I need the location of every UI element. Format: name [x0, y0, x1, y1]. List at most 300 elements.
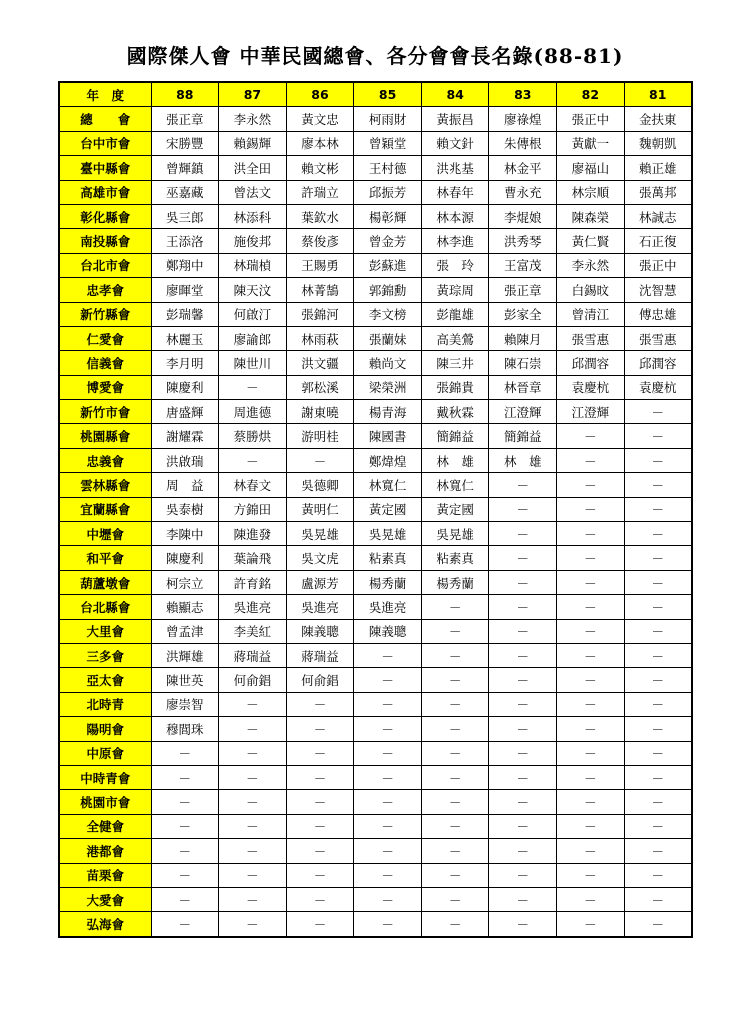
president-name-cell: 王添洛 [151, 229, 219, 253]
president-name-cell: 曾孟津 [151, 619, 219, 643]
president-name-cell: － [489, 765, 557, 789]
president-name-cell: 李永然 [219, 107, 287, 131]
president-name-cell: 傅忠雄 [624, 302, 692, 326]
president-name-cell: － [286, 741, 354, 765]
president-name-cell: － [286, 692, 354, 716]
president-name-cell: － [557, 839, 625, 863]
table-row [59, 692, 692, 716]
president-name-cell: － [624, 668, 692, 692]
president-name-cell: － [219, 448, 287, 472]
president-name-cell: 曾穎堂 [354, 131, 422, 155]
table-row [59, 497, 692, 521]
roster-body [59, 82, 692, 937]
club-name: 博愛會 [59, 375, 151, 399]
president-name-cell: － [151, 814, 219, 838]
president-name-cell: 廖諭郎 [219, 326, 287, 350]
president-name-cell: － [624, 790, 692, 814]
president-name-cell: － [354, 765, 422, 789]
president-name-cell: － [421, 887, 489, 911]
president-name-cell: － [354, 839, 422, 863]
president-name-cell: 謝耀霖 [151, 424, 219, 448]
president-name-cell: 張蘭妹 [354, 326, 422, 350]
president-name-cell: － [624, 839, 692, 863]
president-name-cell: － [557, 522, 625, 546]
president-name-cell: － [219, 375, 287, 399]
president-name-cell: 粘素真 [354, 546, 422, 570]
president-name-cell: 邱潤容 [624, 351, 692, 375]
year-header: 86 [286, 82, 354, 107]
president-name-cell: 魏朝凱 [624, 131, 692, 155]
president-name-cell: － [489, 595, 557, 619]
president-name-cell: － [624, 912, 692, 937]
president-name-cell: 洪啟瑞 [151, 448, 219, 472]
president-name-cell: － [421, 692, 489, 716]
club-name: 苗栗會 [59, 863, 151, 887]
president-name-cell: － [354, 741, 422, 765]
president-name-cell: － [354, 790, 422, 814]
president-name-cell: － [557, 790, 625, 814]
club-name: 總 會 [59, 107, 151, 131]
president-name-cell: 林春文 [219, 473, 287, 497]
president-name-cell: 吳德卿 [286, 473, 354, 497]
president-name-cell: － [219, 765, 287, 789]
president-name-cell: － [624, 765, 692, 789]
president-name-cell: 李陳中 [151, 522, 219, 546]
president-name-cell: 江澄輝 [489, 400, 557, 424]
president-name-cell: 洪全田 [219, 156, 287, 180]
president-name-cell: 李月明 [151, 351, 219, 375]
president-name-cell: 林寬仁 [421, 473, 489, 497]
president-name-cell: 吳三郎 [151, 204, 219, 228]
president-name-cell: － [354, 717, 422, 741]
president-name-cell: － [557, 643, 625, 667]
president-name-cell: 陳國書 [354, 424, 422, 448]
president-name-cell: － [151, 839, 219, 863]
table-row [59, 668, 692, 692]
president-name-cell: － [286, 717, 354, 741]
president-name-cell: － [557, 668, 625, 692]
president-name-cell: 朱傳根 [489, 131, 557, 155]
president-name-cell: 吳晃雄 [286, 522, 354, 546]
president-name-cell: － [557, 497, 625, 521]
president-name-cell: 賴文彬 [286, 156, 354, 180]
president-name-cell: 游明桂 [286, 424, 354, 448]
president-name-cell: 陳三井 [421, 351, 489, 375]
club-name: 葫蘆墩會 [59, 570, 151, 594]
president-name-cell: － [624, 643, 692, 667]
president-name-cell: 鄭翔中 [151, 253, 219, 277]
president-name-cell: 曾法文 [219, 180, 287, 204]
president-name-cell: 廖暉堂 [151, 278, 219, 302]
table-row [59, 204, 692, 228]
club-name: 新竹縣會 [59, 302, 151, 326]
president-name-cell: 曾清江 [557, 302, 625, 326]
president-name-cell: 黃定國 [421, 497, 489, 521]
year-header: 84 [421, 82, 489, 107]
club-name: 和平會 [59, 546, 151, 570]
president-name-cell: 蔣瑞益 [286, 643, 354, 667]
president-name-cell: － [557, 912, 625, 937]
president-name-cell: 陳慶利 [151, 546, 219, 570]
table-row [59, 131, 692, 155]
president-name-cell: － [286, 887, 354, 911]
club-name: 大里會 [59, 619, 151, 643]
president-name-cell: － [286, 912, 354, 937]
president-name-cell: 張萬邦 [624, 180, 692, 204]
president-name-cell: － [489, 717, 557, 741]
president-name-cell: － [557, 570, 625, 594]
table-row [59, 863, 692, 887]
president-name-cell: － [624, 595, 692, 619]
president-name-cell: 彭家全 [489, 302, 557, 326]
president-name-cell: 蔡俊彥 [286, 229, 354, 253]
president-name-cell: － [354, 863, 422, 887]
president-name-cell: － [624, 570, 692, 594]
president-name-cell: 宋勝豐 [151, 131, 219, 155]
president-name-cell: － [286, 814, 354, 838]
president-name-cell: 林誠志 [624, 204, 692, 228]
table-row [59, 790, 692, 814]
club-name: 桃園縣會 [59, 424, 151, 448]
president-name-cell: 洪秀琴 [489, 229, 557, 253]
president-name-cell: － [421, 741, 489, 765]
president-name-cell: － [286, 839, 354, 863]
president-name-cell: － [624, 692, 692, 716]
president-name-cell: － [219, 839, 287, 863]
president-name-cell: 吳進亮 [219, 595, 287, 619]
president-name-cell: － [421, 595, 489, 619]
president-name-cell: － [557, 619, 625, 643]
president-name-cell: 唐盛輝 [151, 400, 219, 424]
president-name-cell: － [624, 741, 692, 765]
table-row [59, 253, 692, 277]
president-name-cell: 鄭煒煌 [354, 448, 422, 472]
president-name-cell: － [421, 619, 489, 643]
president-name-cell: － [219, 912, 287, 937]
president-name-cell: 楊秀蘭 [354, 570, 422, 594]
president-name-cell: － [286, 790, 354, 814]
president-name-cell: 林晉章 [489, 375, 557, 399]
president-name-cell: － [286, 765, 354, 789]
president-name-cell: 黃定國 [354, 497, 422, 521]
president-name-cell: － [557, 424, 625, 448]
president-name-cell: 張雪惠 [557, 326, 625, 350]
president-name-cell: － [557, 887, 625, 911]
president-name-cell: － [286, 448, 354, 472]
president-name-cell: 張正章 [489, 278, 557, 302]
president-name-cell: 陳石崇 [489, 351, 557, 375]
president-name-cell: － [421, 668, 489, 692]
president-name-cell: 張雪惠 [624, 326, 692, 350]
president-name-cell: － [151, 912, 219, 937]
club-name: 北時青 [59, 692, 151, 716]
president-name-cell: － [354, 814, 422, 838]
president-name-cell: 王富茂 [489, 253, 557, 277]
president-name-cell: 黃琮周 [421, 278, 489, 302]
president-name-cell: 黃文忠 [286, 107, 354, 131]
club-name: 桃園市會 [59, 790, 151, 814]
president-name-cell: 粘素真 [421, 546, 489, 570]
president-name-cell: － [489, 497, 557, 521]
president-name-cell: － [489, 570, 557, 594]
president-name-cell: 林雨萩 [286, 326, 354, 350]
table-row [59, 595, 692, 619]
club-name: 弘海會 [59, 912, 151, 937]
president-name-cell: － [421, 839, 489, 863]
president-name-cell: 賴尚文 [354, 351, 422, 375]
president-name-cell: 王村德 [354, 156, 422, 180]
president-name-cell: 吳晃雄 [354, 522, 422, 546]
president-name-cell: － [219, 887, 287, 911]
president-name-cell: － [489, 741, 557, 765]
president-name-cell: － [489, 790, 557, 814]
president-name-cell: － [219, 692, 287, 716]
president-name-cell: 廖本林 [286, 131, 354, 155]
president-name-cell: － [489, 863, 557, 887]
president-name-cell: 郭錦勳 [354, 278, 422, 302]
year-header: 83 [489, 82, 557, 107]
president-name-cell: 沈智慧 [624, 278, 692, 302]
club-name: 中時青會 [59, 765, 151, 789]
president-name-cell: 林麗玉 [151, 326, 219, 350]
club-name: 新竹市會 [59, 400, 151, 424]
president-name-cell: 林李進 [421, 229, 489, 253]
president-name-cell: － [151, 887, 219, 911]
president-name-cell: 賴文針 [421, 131, 489, 155]
president-name-cell: 簡錦益 [489, 424, 557, 448]
president-name-cell: 楊青海 [354, 400, 422, 424]
president-name-cell: 謝東曉 [286, 400, 354, 424]
president-name-cell: 洪文疆 [286, 351, 354, 375]
president-name-cell: 陳義聰 [286, 619, 354, 643]
president-name-cell: 吳泰樹 [151, 497, 219, 521]
president-name-cell: － [354, 692, 422, 716]
president-name-cell: － [219, 790, 287, 814]
president-name-cell: 周 益 [151, 473, 219, 497]
table-row [59, 814, 692, 838]
table-row [59, 619, 692, 643]
president-name-cell: － [489, 522, 557, 546]
president-name-cell: － [489, 887, 557, 911]
president-name-cell: 彭龍雄 [421, 302, 489, 326]
president-name-cell: 柯雨財 [354, 107, 422, 131]
president-name-cell: － [624, 814, 692, 838]
president-name-cell: 賴顯志 [151, 595, 219, 619]
president-name-cell: 楊彰輝 [354, 204, 422, 228]
president-name-cell: 張正中 [557, 107, 625, 131]
president-name-cell: 賴正雄 [624, 156, 692, 180]
president-name-cell: 曾輝鎮 [151, 156, 219, 180]
president-name-cell: － [151, 863, 219, 887]
president-name-cell: 張錦貴 [421, 375, 489, 399]
table-row [59, 448, 692, 472]
president-name-cell: － [489, 814, 557, 838]
president-name-cell: 陳天汶 [219, 278, 287, 302]
president-name-cell: 賴錫輝 [219, 131, 287, 155]
president-name-cell: － [489, 619, 557, 643]
president-name-cell: 柯宗立 [151, 570, 219, 594]
table-row [59, 107, 692, 131]
club-name: 彰化縣會 [59, 204, 151, 228]
table-row [59, 839, 692, 863]
club-name: 中原會 [59, 741, 151, 765]
year-header: 85 [354, 82, 422, 107]
president-name-cell: － [624, 424, 692, 448]
president-name-cell: 林本源 [421, 204, 489, 228]
president-name-cell: 吳進亮 [354, 595, 422, 619]
table-row [59, 741, 692, 765]
president-name-cell: － [624, 619, 692, 643]
president-name-cell: 簡錦益 [421, 424, 489, 448]
year-header: 81 [624, 82, 692, 107]
president-name-cell: － [354, 912, 422, 937]
president-name-cell: 彭瑞馨 [151, 302, 219, 326]
president-name-cell: 廖崇智 [151, 692, 219, 716]
page-title: 國際傑人會 中華民國總會、各分會會長名錄(88-81) [126, 44, 624, 68]
table-row [59, 180, 692, 204]
president-name-cell: 林 雄 [421, 448, 489, 472]
club-name: 全健會 [59, 814, 151, 838]
president-name-cell: 林金平 [489, 156, 557, 180]
president-name-cell: 許瑞立 [286, 180, 354, 204]
president-name-cell: 王賜勇 [286, 253, 354, 277]
president-name-cell: 施俊邦 [219, 229, 287, 253]
president-name-cell: － [421, 717, 489, 741]
president-name-cell: － [557, 473, 625, 497]
table-row [59, 887, 692, 911]
president-name-cell: 邱潤容 [557, 351, 625, 375]
club-name: 臺中縣會 [59, 156, 151, 180]
club-name: 信義會 [59, 351, 151, 375]
club-name: 亞太會 [59, 668, 151, 692]
president-name-cell: － [557, 692, 625, 716]
president-name-cell: － [354, 887, 422, 911]
president-name-cell: 張錦河 [286, 302, 354, 326]
president-name-cell: 邱振芳 [354, 180, 422, 204]
president-name-cell: 林寬仁 [354, 473, 422, 497]
club-name: 台北市會 [59, 253, 151, 277]
president-name-cell: － [624, 473, 692, 497]
president-name-cell: 黃明仁 [286, 497, 354, 521]
table-row [59, 302, 692, 326]
president-name-cell: 李美紅 [219, 619, 287, 643]
president-name-cell: － [557, 765, 625, 789]
table-row [59, 278, 692, 302]
president-name-cell: － [624, 522, 692, 546]
club-name: 中壢會 [59, 522, 151, 546]
president-name-cell: 陳世川 [219, 351, 287, 375]
club-name: 台中市會 [59, 131, 151, 155]
president-name-cell: 李焜娘 [489, 204, 557, 228]
president-name-cell: 黃仁賢 [557, 229, 625, 253]
president-name-cell: － [151, 741, 219, 765]
president-name-cell: － [421, 912, 489, 937]
header-row [59, 82, 692, 107]
president-name-cell: 林春年 [421, 180, 489, 204]
president-name-cell: 林宗順 [557, 180, 625, 204]
president-name-cell: 吳進亮 [286, 595, 354, 619]
club-name: 大愛會 [59, 887, 151, 911]
president-name-cell: 楊秀蘭 [421, 570, 489, 594]
president-name-cell: － [354, 668, 422, 692]
president-name-cell: － [624, 887, 692, 911]
president-name-cell: 林 雄 [489, 448, 557, 472]
president-name-cell: － [421, 863, 489, 887]
president-name-cell: 梁榮洲 [354, 375, 422, 399]
president-name-cell: 李文榜 [354, 302, 422, 326]
president-name-cell: 林菁鵠 [286, 278, 354, 302]
table-row [59, 424, 692, 448]
president-name-cell: 張正章 [151, 107, 219, 131]
table-row [59, 912, 692, 937]
table-row [59, 375, 692, 399]
president-name-cell: 曹永充 [489, 180, 557, 204]
president-name-cell: 郭松溪 [286, 375, 354, 399]
president-name-cell: 曾金芳 [354, 229, 422, 253]
table-row [59, 229, 692, 253]
president-name-cell: － [557, 741, 625, 765]
president-name-cell: 陳義聰 [354, 619, 422, 643]
president-name-cell: 洪兆基 [421, 156, 489, 180]
club-name: 港都會 [59, 839, 151, 863]
table-row [59, 473, 692, 497]
president-name-cell: － [557, 448, 625, 472]
president-name-cell: 金扶東 [624, 107, 692, 131]
club-name: 陽明會 [59, 717, 151, 741]
president-name-cell: － [557, 717, 625, 741]
club-name: 宜蘭縣會 [59, 497, 151, 521]
president-name-cell: － [624, 400, 692, 424]
president-name-cell: 黃振昌 [421, 107, 489, 131]
president-name-cell: － [421, 814, 489, 838]
table-row [59, 765, 692, 789]
table-row [59, 643, 692, 667]
president-name-cell: － [151, 765, 219, 789]
president-name-cell: 蔡勝烘 [219, 424, 287, 448]
table-row [59, 156, 692, 180]
president-name-cell: 穆閭珠 [151, 717, 219, 741]
president-name-cell: － [421, 790, 489, 814]
president-roster-table [58, 81, 693, 938]
club-name: 仁愛會 [59, 326, 151, 350]
president-name-cell: 陳世英 [151, 668, 219, 692]
president-name-cell: 彭蘇進 [354, 253, 422, 277]
president-name-cell: － [286, 863, 354, 887]
president-name-cell: 張正中 [624, 253, 692, 277]
club-name: 高雄市會 [59, 180, 151, 204]
president-name-cell: 張 玲 [421, 253, 489, 277]
president-name-cell: 周進德 [219, 400, 287, 424]
table-row [59, 546, 692, 570]
president-name-cell: － [489, 912, 557, 937]
president-name-cell: － [557, 814, 625, 838]
president-name-cell: － [219, 814, 287, 838]
president-name-cell: 巫嘉藏 [151, 180, 219, 204]
president-name-cell: 林瑞楨 [219, 253, 287, 277]
president-name-cell: 袁慶杭 [557, 375, 625, 399]
president-name-cell: 何俞錩 [219, 668, 287, 692]
president-name-cell: 袁慶杭 [624, 375, 692, 399]
president-name-cell: － [624, 448, 692, 472]
president-name-cell: － [489, 643, 557, 667]
president-name-cell: 許育銘 [219, 570, 287, 594]
president-name-cell: 廖福山 [557, 156, 625, 180]
president-name-cell: 陳森榮 [557, 204, 625, 228]
president-name-cell: － [489, 692, 557, 716]
president-name-cell: 盧源芳 [286, 570, 354, 594]
president-name-cell: 葉論飛 [219, 546, 287, 570]
year-header: 88 [151, 82, 219, 107]
